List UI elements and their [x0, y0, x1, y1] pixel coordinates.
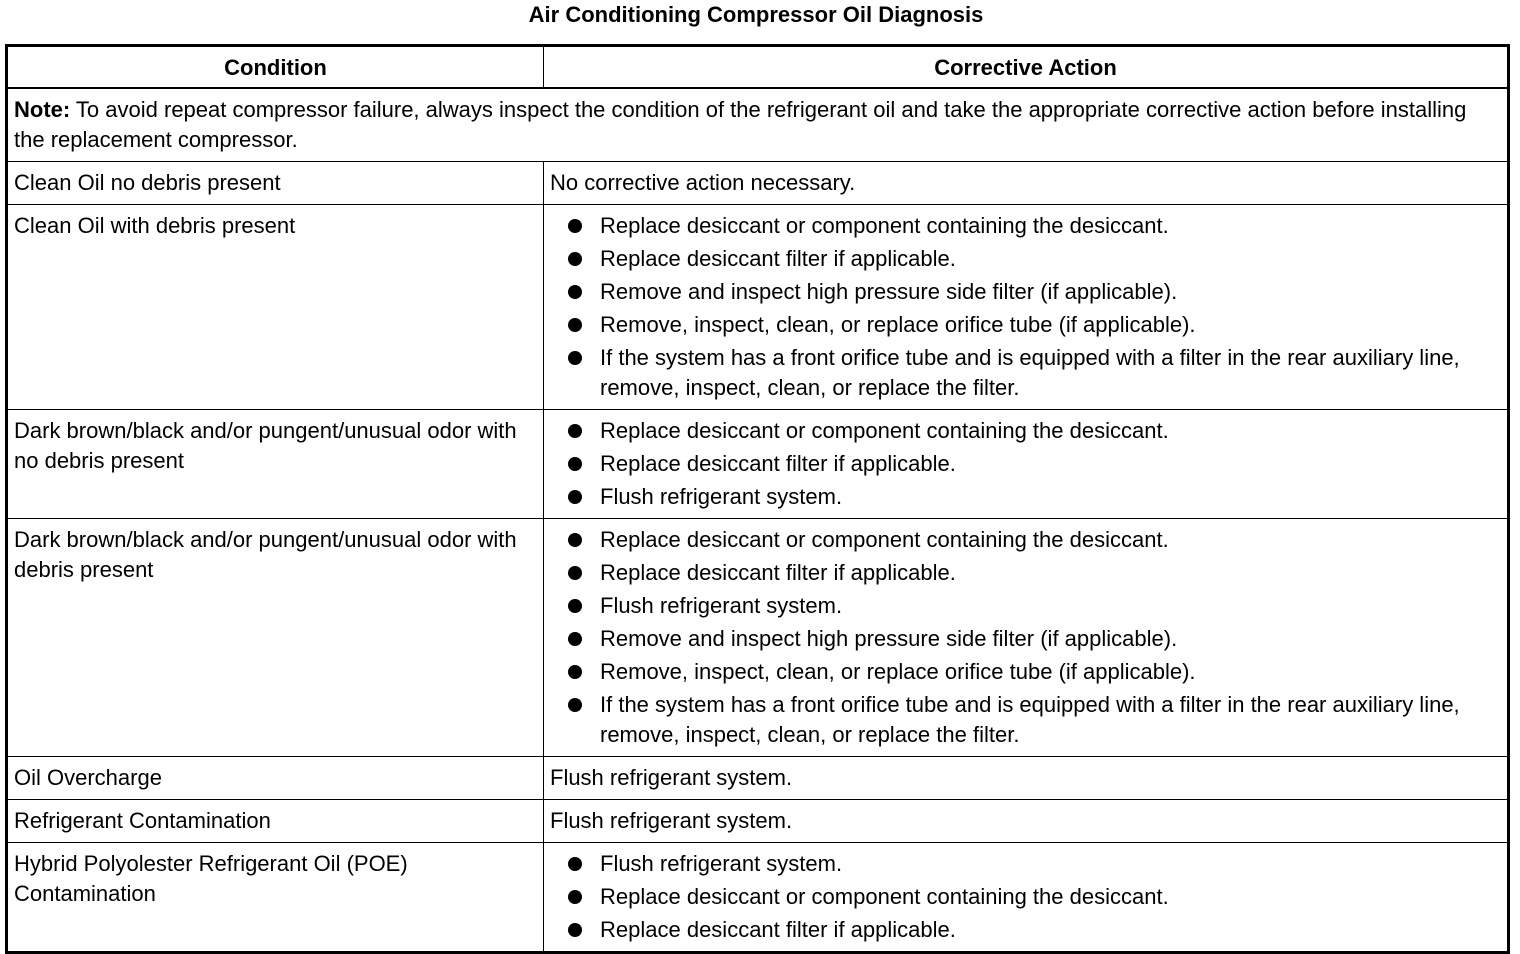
- list-item: [550, 449, 1501, 479]
- condition-column-header: Condition: [7, 46, 544, 89]
- bullet-icon: [568, 923, 582, 937]
- action-text: Remove and inspect high pressure side filter (if applicable).: [600, 626, 1178, 651]
- action-text: Replace desiccant filter if applicable.: [600, 451, 956, 476]
- action-text: Remove, inspect, clean, or replace orifice tube (if applicable).: [600, 659, 1196, 684]
- action-list: [550, 849, 1501, 945]
- list-item: [550, 849, 1501, 879]
- condition-cell: Dark brown/black and/or pungent/unusual odor with debris present: [7, 519, 544, 757]
- bullet-icon: [568, 698, 582, 712]
- action-cell: Flush refrigerant system.: [544, 800, 1509, 843]
- bullet-icon: [568, 857, 582, 871]
- list-item: [550, 657, 1501, 687]
- corrective-action-column-header: Corrective Action: [544, 46, 1509, 89]
- bullet-icon: [568, 318, 582, 332]
- bullet-icon: [568, 219, 582, 233]
- action-cell: [544, 519, 1509, 757]
- action-list: [550, 416, 1501, 512]
- action-text: Replace desiccant filter if applicable.: [600, 917, 956, 942]
- bullet-icon: [568, 533, 582, 547]
- bullet-icon: [568, 252, 582, 266]
- bullet-icon: [568, 665, 582, 679]
- table-row: [7, 162, 1509, 205]
- action-text: If the system has a front orifice tube and is equipped with a filter in the rear auxiliary line, remove, inspect, clean, or replace the filter.: [600, 345, 1460, 400]
- action-text: Remove and inspect high pressure side filter (if applicable).: [600, 279, 1178, 304]
- action-text: Flush refrigerant system.: [600, 593, 843, 618]
- list-item: [550, 416, 1501, 446]
- note-cell: [7, 88, 1509, 162]
- action-text: Remove, inspect, clean, or replace orifice tube (if applicable).: [600, 312, 1196, 337]
- action-cell: No corrective action necessary.: [544, 162, 1509, 205]
- action-list: [550, 211, 1501, 403]
- action-text: Replace desiccant or component containing the desiccant.: [600, 884, 1169, 909]
- bullet-icon: [568, 632, 582, 646]
- bullet-icon: [568, 490, 582, 504]
- list-item: [550, 591, 1501, 621]
- action-text: Replace desiccant or component containing the desiccant.: [600, 418, 1169, 443]
- table-row: [7, 519, 1509, 757]
- table-row: [7, 800, 1509, 843]
- action-text: Replace desiccant or component containing the desiccant.: [600, 213, 1169, 238]
- table-row: [7, 205, 1509, 410]
- table-row: [7, 410, 1509, 519]
- action-cell: Flush refrigerant system.: [544, 757, 1509, 800]
- action-cell: [544, 843, 1509, 953]
- action-list: [550, 525, 1501, 750]
- header-row: [7, 46, 1509, 89]
- action-cell: [544, 205, 1509, 410]
- document-title: Air Conditioning Compressor Oil Diagnosis: [528, 2, 984, 27]
- action-text: Replace desiccant filter if applicable.: [600, 246, 956, 271]
- list-item: [550, 482, 1501, 512]
- condition-cell: Clean Oil with debris present: [7, 205, 544, 410]
- condition-cell: Dark brown/black and/or pungent/unusual odor with no debris present: [7, 410, 544, 519]
- condition-cell: Hybrid Polyolester Refrigerant Oil (POE) Contamination: [7, 843, 544, 953]
- list-item: [550, 882, 1501, 912]
- note-row: [7, 88, 1509, 162]
- bullet-icon: [568, 424, 582, 438]
- action-text: Flush refrigerant system.: [600, 851, 843, 876]
- list-item: [550, 343, 1501, 403]
- bullet-icon: [568, 285, 582, 299]
- bullet-icon: [568, 351, 582, 365]
- list-item: [550, 690, 1501, 750]
- diagnosis-table: [5, 44, 1510, 954]
- note-text: To avoid repeat compressor failure, always inspect the condition of the refrigerant oil and take the appropriate corrective action before installing the replacement compressor.: [14, 97, 1467, 152]
- bullet-icon: [568, 890, 582, 904]
- table-row: [7, 843, 1509, 953]
- table-row: [7, 757, 1509, 800]
- list-item: [550, 915, 1501, 945]
- action-text: Replace desiccant filter if applicable.: [600, 560, 956, 585]
- action-cell: [544, 410, 1509, 519]
- condition-cell: Oil Overcharge: [7, 757, 544, 800]
- list-item: [550, 277, 1501, 307]
- list-item: [550, 310, 1501, 340]
- bullet-icon: [568, 457, 582, 471]
- note-label: Note:: [14, 97, 71, 122]
- list-item: [550, 624, 1501, 654]
- list-item: [550, 244, 1501, 274]
- bullet-icon: [568, 599, 582, 613]
- action-text: Flush refrigerant system.: [600, 484, 843, 509]
- condition-cell: Refrigerant Contamination: [7, 800, 544, 843]
- list-item: [550, 525, 1501, 555]
- condition-cell: Clean Oil no debris present: [7, 162, 544, 205]
- list-item: [550, 211, 1501, 241]
- list-item: [550, 558, 1501, 588]
- bullet-icon: [568, 566, 582, 580]
- action-text: If the system has a front orifice tube and is equipped with a filter in the rear auxiliary line, remove, inspect, clean, or replace the filter.: [600, 692, 1460, 747]
- action-text: Replace desiccant or component containing the desiccant.: [600, 527, 1169, 552]
